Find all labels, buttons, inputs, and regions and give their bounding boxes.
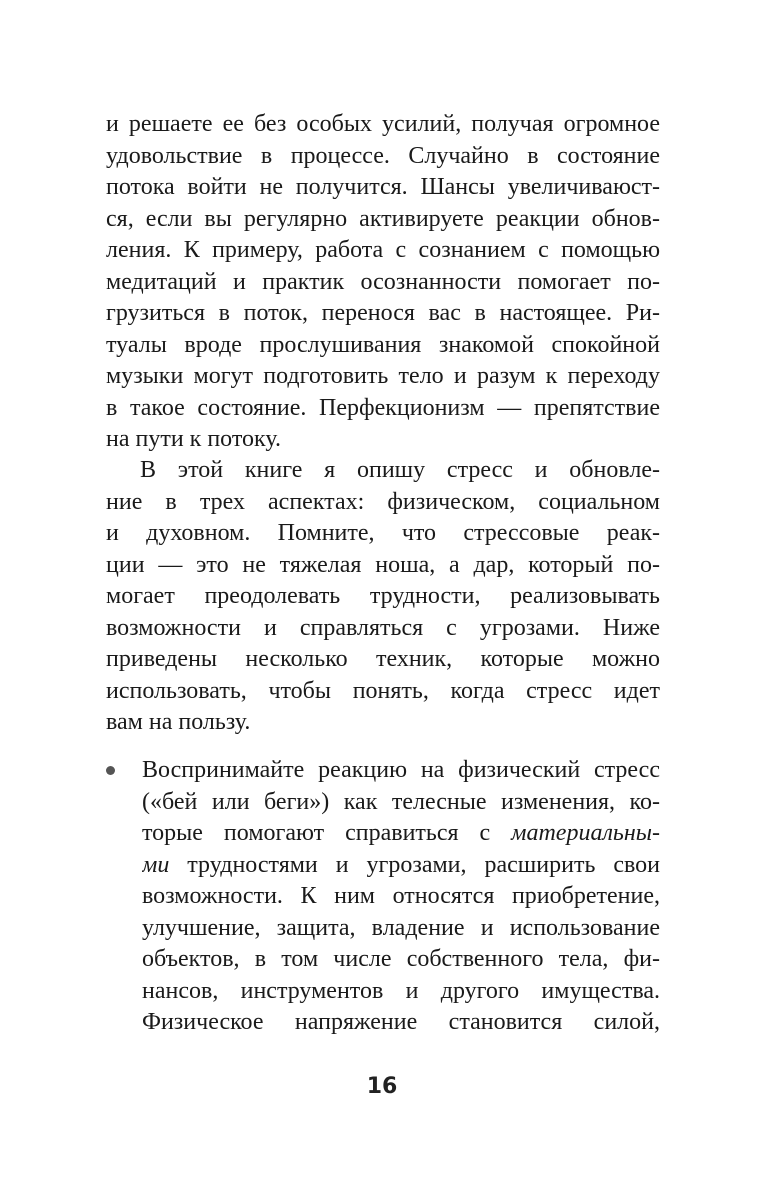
bullet-line: Физическое напряжение становится силой, (142, 1009, 660, 1035)
bullet-line: («бей или беги») как телесные изменения, ко- (142, 788, 660, 815)
italic-emphasis: ми (142, 851, 170, 878)
paragraph-line: ние в трех аспектах: физическом, социальном (106, 488, 660, 515)
italic-emphasis: материальны- (511, 820, 660, 846)
bullet-line-text: трудностями и угрозами, расширить свои (169, 851, 660, 878)
bullet-line (142, 850, 660, 882)
bullet-line: возможности. К ним относятся приобретение, (142, 883, 660, 909)
bullet-line (142, 818, 660, 850)
bullet-line: объектов, в том числе собственного тела, фи- (142, 946, 660, 972)
paragraph-line: туалы вроде прослушивания знакомой спокойной (106, 331, 660, 358)
paragraph-line: ления. К примеру, работа с сознанием с помощью (106, 237, 660, 263)
paragraph-line: медитаций и практик осознанности помогает по- (106, 268, 660, 295)
paragraph-line: удовольствие в процессе. Случайно в состояние (106, 142, 660, 169)
paragraph-line: музыки могут подготовить тело и разум к переходу (106, 363, 660, 389)
bullet-line: улучшение, защита, владение и использование (142, 914, 660, 941)
paragraph-line: на пути к потоку. (106, 426, 281, 452)
paragraph-line: потока войти не получится. Шансы увеличиваюст- (106, 174, 660, 200)
paragraph-line: В этой книге я опишу стресс и обновле- (140, 457, 660, 483)
bullet-text (142, 755, 660, 1039)
bullet-icon (106, 766, 115, 775)
paragraph-2 (106, 455, 660, 739)
page-number: 16 (366, 1074, 398, 1099)
paragraph-line: в такое состояние. Перфекционизм — препятствие (106, 394, 660, 421)
paragraph-line: могает преодолевать трудности, реализовывать (106, 583, 660, 609)
bullet-line: нансов, инструментов и другого имущества. (142, 977, 660, 1004)
paragraph-line: и решаете ее без особых усилий, получая огромное (106, 111, 660, 137)
paragraph-line: использовать, чтобы понять, когда стресс идет (106, 677, 660, 704)
paragraph-line: вам на пользу. (106, 709, 251, 735)
bullet-line-text: торые помогают справиться с (142, 820, 512, 846)
paragraph-line: ции — это не тяжелая ноша, а дар, который по- (106, 551, 660, 578)
paragraph-line: возможности и справляться с угрозами. Ниже (106, 614, 660, 641)
paragraph-line: ся, если вы регулярно активируете реакции обнов- (106, 205, 660, 232)
paragraph-line: приведены несколько техник, которые можно (106, 646, 660, 672)
paragraph-line: грузиться в поток, перенося вас в настоящее. Ри- (106, 300, 660, 326)
paragraph-line: и духовном. Помните, что стрессовые реак- (106, 520, 660, 546)
bullet-line: Воспринимайте реакцию на физический стресс (142, 757, 660, 783)
paragraph-1 (106, 109, 660, 456)
